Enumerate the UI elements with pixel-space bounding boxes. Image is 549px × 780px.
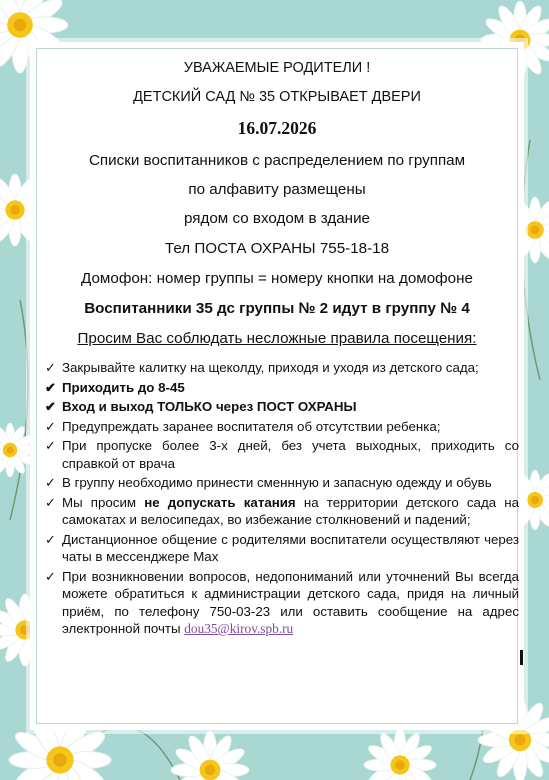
rule-text: на территории детского сада на самокатах и велосипедах, во избежание столкновений и падений;: [62, 494, 520, 527]
rule-item: [45, 531, 519, 566]
rule-text: Приходить до 8-45: [62, 379, 185, 395]
rule-item: [45, 359, 519, 377]
rule-item: [45, 398, 519, 416]
body-line: Списки воспитанников с распределением по группам: [88, 152, 466, 169]
notice-date: 16.07.2026: [237, 118, 317, 138]
body-line: по алфавиту размещены: [188, 181, 366, 198]
rule-text: Вход и выход ТОЛЬКО через ПОСТ ОХРАНЫ: [62, 399, 357, 414]
rule-text: Предупреждать заранее воспитателя об отсутствии ребенка;: [62, 418, 441, 434]
rule-item: [45, 437, 519, 472]
intercom-line: Домофон: номер группы = номеру кнопки на домофоне: [81, 270, 473, 287]
rule-text: При возникновении вопросов, недопониманий или уточнений Вы всегда можете обратиться к администрации детского сада, придя на личный приём, по телефону 750-03-23 или оставить сообщение на адрес электронной почты: [62, 568, 519, 636]
rules-list: [45, 359, 519, 640]
check-icon: ✓: [45, 531, 56, 547]
security-phone-line: Тел ПОСТА ОХРАНЫ 755-18-18: [164, 240, 390, 257]
check-icon: ✓: [45, 438, 56, 453]
rule-text: Мы просим: [62, 494, 145, 510]
email-link[interactable]: dou35@kirov.spb.ru: [184, 621, 294, 636]
rule-text: Закрывайте калитку на щеколду, приходя и уходя из детского сада;: [62, 360, 479, 375]
notice-card: [30, 42, 524, 730]
notice-title: УВАЖАЕМЫЕ РОДИТЕЛИ !: [183, 60, 371, 76]
check-icon: ✓: [45, 475, 56, 490]
group-note: Воспитанники 35 дс группы № 2 идут в группу № 4: [84, 300, 470, 317]
rule-item: [45, 418, 519, 436]
rule-item: [45, 474, 519, 492]
text-cursor: [520, 650, 523, 665]
rule-text: В группу необходимо принести сменнную и запасную одежду и обувь: [62, 475, 492, 490]
rule-item: [45, 568, 519, 638]
check-icon: ✓: [45, 360, 56, 375]
rule-emphasis: не допускать катания: [144, 494, 296, 510]
body-line: рядом со входом в здание: [183, 210, 371, 227]
rule-text: Дистанционное общение с родителями воспитатели осуществляют через чаты в мессенджере Max: [62, 531, 519, 564]
rule-item: [45, 379, 519, 397]
check-icon: ✔: [45, 399, 56, 414]
rule-text: При пропуске более 3-х дней, без учета выходных, приходить со справкой от врача: [62, 438, 519, 471]
check-icon: ✓: [45, 568, 56, 584]
notice-subtitle: ДЕТСКИЙ САД № 35 ОТКРЫВАЕТ ДВЕРИ: [133, 89, 421, 105]
rules-heading: Просим Вас соблюдать несложные правила посещения:: [77, 330, 477, 347]
check-icon: ✔: [45, 379, 56, 395]
check-icon: ✓: [45, 418, 56, 434]
rule-item: [45, 494, 519, 529]
check-icon: ✓: [45, 494, 56, 510]
